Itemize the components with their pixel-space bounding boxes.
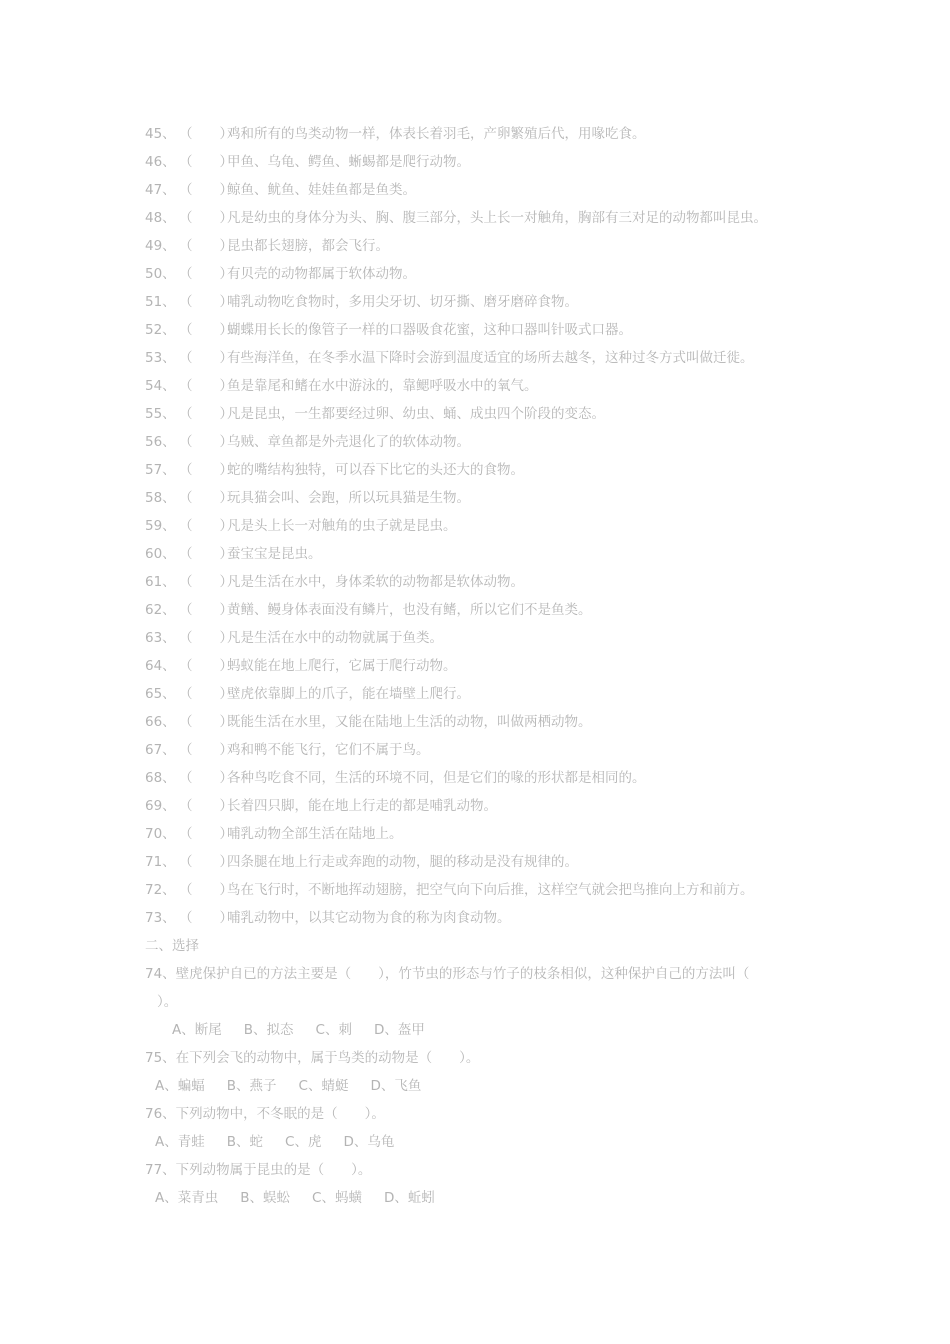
option-a: A、蝙蝠 [155, 1078, 205, 1094]
question-text: 蝴蝶用长长的像管子一样的口器吸食花蜜，这种口器叫针吸式口器。 [227, 322, 632, 338]
question-number: 53、 [145, 350, 176, 366]
question-number: 73、 [145, 910, 176, 926]
answer-blank: （ ） [179, 882, 233, 898]
question-text: 乌贼、章鱼都是外壳退化了的软体动物。 [227, 434, 470, 450]
question-number: 68、 [145, 770, 176, 786]
question-number: 57、 [145, 462, 176, 478]
question-number: 71、 [145, 854, 176, 870]
question-75-stem: 75、在下列会飞的动物中，属于鸟类的动物是（ ）。 [145, 1050, 480, 1066]
question-text: 凡是昆虫，一生都要经过卵、幼虫、蛹、成虫四个阶段的变态。 [227, 406, 605, 422]
option-b: B、拟态 [243, 1022, 294, 1038]
question-number: 48、 [145, 210, 176, 226]
judgment-item [145, 545, 322, 563]
answer-blank: （ ） [179, 546, 233, 562]
question-text: 凡是生活在水中的动物就属于鱼类。 [227, 630, 443, 646]
question-text: 既能生活在水里，又能在陆地上生活的动物，叫做两栖动物。 [227, 714, 592, 730]
question-text: 鸡和鸭不能飞行，它们不属于鸟。 [227, 742, 430, 758]
question-text: 黄鳝、鳗身体表面没有鳞片，也没有鳍，所以它们不是鱼类。 [227, 602, 592, 618]
question-text: 壁虎依靠脚上的爪子，能在墙壁上爬行。 [227, 686, 470, 702]
question-text: 长着四只脚，能在地上行走的都是哺乳动物。 [227, 798, 497, 814]
answer-blank: （ ） [179, 854, 233, 870]
question-number: 55、 [145, 406, 176, 422]
option-a: A、断尾 [172, 1022, 222, 1038]
judgment-item [145, 517, 457, 535]
answer-blank: （ ） [179, 910, 233, 926]
answer-blank: （ ） [179, 798, 233, 814]
question-number: 49、 [145, 238, 176, 254]
judgment-item [145, 433, 470, 451]
question-76-stem: 76、下列动物中，不冬眠的是（ ）。 [145, 1106, 385, 1122]
question-text: 玩具猫会叫、会跑，所以玩具猫是生物。 [227, 490, 470, 506]
option-d: D、盔甲 [373, 1022, 425, 1038]
judgment-item [145, 265, 416, 283]
question-number: 54、 [145, 378, 176, 394]
option-d: D、乌龟 [343, 1134, 395, 1150]
judgment-item [145, 797, 497, 815]
question-number: 58、 [145, 490, 176, 506]
answer-blank: （ ） [179, 742, 233, 758]
question-text: 有些海洋鱼，在冬季水温下降时会游到温度适宜的场所去越冬，这种过冬方式叫做迁徙。 [227, 350, 754, 366]
judgment-item [145, 825, 403, 843]
answer-blank: （ ） [179, 770, 233, 786]
question-text: 哺乳动物吃食物时，多用尖牙切、切牙撕、磨牙磨碎食物。 [227, 294, 578, 310]
answer-blank: （ ） [179, 462, 233, 478]
question-75-options [155, 1077, 443, 1095]
answer-blank: （ ） [179, 686, 233, 702]
judgment-item [145, 573, 524, 591]
answer-blank: （ ） [179, 574, 233, 590]
answer-blank: （ ） [179, 826, 233, 842]
question-74-stem-line2: ）。 [157, 994, 178, 1010]
question-text: 蛇的嘴结构独特，可以吞下比它的头还大的食物。 [227, 462, 524, 478]
option-b: B、蛇 [226, 1134, 264, 1150]
judgment-item [145, 237, 389, 255]
answer-blank: （ ） [179, 518, 233, 534]
answer-blank: （ ） [179, 714, 233, 730]
question-text: 蚕宝宝是昆虫。 [227, 546, 322, 562]
answer-blank: （ ） [179, 294, 233, 310]
question-number: 61、 [145, 574, 176, 590]
judgment-item [145, 853, 578, 871]
question-text: 凡是头上长一对触角的虫子就是昆虫。 [227, 518, 457, 534]
question-text: 鸟在飞行时，不断地挥动翅膀，把空气向下向后推，这样空气就会把鸟推向上方和前方。 [227, 882, 754, 898]
judgment-item [145, 769, 646, 787]
question-74-options [172, 1021, 447, 1039]
option-c: C、虎 [285, 1134, 322, 1150]
question-text: 哺乳动物中，以其它动物为食的称为肉食动物。 [227, 910, 511, 926]
question-number: 47、 [145, 182, 176, 198]
answer-blank: （ ） [179, 658, 233, 674]
judgment-item [145, 741, 430, 759]
answer-blank: （ ） [179, 602, 233, 618]
question-text: 甲鱼、乌龟、鳄鱼、蜥蜴都是爬行动物。 [227, 154, 470, 170]
judgment-item [145, 601, 592, 619]
question-number: 67、 [145, 742, 176, 758]
option-c: C、刺 [315, 1022, 352, 1038]
answer-blank: （ ） [179, 490, 233, 506]
question-number: 59、 [145, 518, 176, 534]
judgment-item [145, 909, 511, 927]
option-a: A、青蛙 [155, 1134, 205, 1150]
question-number: 66、 [145, 714, 176, 730]
judgment-item [145, 153, 470, 171]
judgment-item [145, 293, 578, 311]
question-text: 有贝壳的动物都属于软体动物。 [227, 266, 416, 282]
option-b: B、燕子 [226, 1078, 277, 1094]
option-c: C、蚂蟥 [312, 1190, 362, 1206]
question-number: 65、 [145, 686, 176, 702]
option-d: D、蚯蚓 [383, 1190, 435, 1206]
answer-blank: （ ） [179, 434, 233, 450]
question-number: 62、 [145, 602, 176, 618]
question-text: 蚂蚁能在地上爬行，它属于爬行动物。 [227, 658, 457, 674]
question-number: 69、 [145, 798, 176, 814]
judgment-item [145, 405, 605, 423]
answer-blank: （ ） [179, 210, 233, 226]
question-number: 46、 [145, 154, 176, 170]
answer-blank: （ ） [179, 154, 233, 170]
question-number: 70、 [145, 826, 176, 842]
question-text: 昆虫都长翅膀，都会飞行。 [227, 238, 389, 254]
answer-blank: （ ） [179, 406, 233, 422]
answer-blank: （ ） [179, 350, 233, 366]
question-text: 鲸鱼、鱿鱼、娃娃鱼都是鱼类。 [227, 182, 416, 198]
judgment-item [145, 685, 470, 703]
answer-blank: （ ） [179, 238, 233, 254]
question-number: 60、 [145, 546, 176, 562]
question-77-options [155, 1189, 457, 1207]
question-number: 52、 [145, 322, 176, 338]
answer-blank: （ ） [179, 126, 233, 142]
question-text: 凡是幼虫的身体分为头、胸、腹三部分，头上长一对触角，胸部有三对足的动物都叫昆虫。 [227, 210, 767, 226]
judgment-item [145, 489, 470, 507]
judgment-item [145, 125, 646, 143]
question-number: 64、 [145, 658, 176, 674]
question-text: 哺乳动物全部生活在陆地上。 [227, 826, 403, 842]
answer-blank: （ ） [179, 322, 233, 338]
section-title: 二、选择 [145, 938, 199, 954]
question-77-stem: 77、下列动物属于昆虫的是（ ）。 [145, 1162, 372, 1178]
judgment-item [145, 461, 524, 479]
answer-blank: （ ） [179, 266, 233, 282]
question-text: 四条腿在地上行走或奔跑的动物，腿的移动是没有规律的。 [227, 854, 578, 870]
judgment-item [145, 713, 592, 731]
question-text: 鱼是靠尾和鳍在水中游泳的，靠鳃呼吸水中的氧气。 [227, 378, 538, 394]
question-number: 51、 [145, 294, 176, 310]
option-a: A、菜青虫 [155, 1190, 219, 1206]
answer-blank: （ ） [179, 630, 233, 646]
question-number: 50、 [145, 266, 176, 282]
question-number: 63、 [145, 630, 176, 646]
judgment-item [145, 377, 538, 395]
answer-blank: （ ） [179, 378, 233, 394]
question-74-stem-line1: 74、壁虎保护自已的方法主要是（ ），竹节虫的形态与竹子的枝条相似，这种保护自己的方法叫（ [145, 966, 750, 982]
judgment-item [145, 629, 443, 647]
judgment-item [145, 349, 754, 367]
option-c: C、蜻蜓 [298, 1078, 349, 1094]
judgment-item [145, 881, 754, 899]
judgment-item [145, 181, 416, 199]
option-d: D、飞鱼 [370, 1078, 422, 1094]
judgment-item [145, 321, 632, 339]
option-b: B、蜈蚣 [240, 1190, 291, 1206]
question-text: 凡是生活在水中，身体柔软的动物都是软体动物。 [227, 574, 524, 590]
judgment-item [145, 209, 767, 227]
judgment-item [145, 657, 457, 675]
question-text: 各种鸟吃食不同，生活的环境不同，但是它们的喙的形状都是相同的。 [227, 770, 646, 786]
question-number: 72、 [145, 882, 176, 898]
question-76-options [155, 1133, 416, 1151]
answer-blank: （ ） [179, 182, 233, 198]
question-number: 45、 [145, 126, 176, 142]
question-number: 56、 [145, 434, 176, 450]
question-text: 鸡和所有的鸟类动物一样，体表长着羽毛，产卵繁殖后代，用喙吃食。 [227, 126, 646, 142]
